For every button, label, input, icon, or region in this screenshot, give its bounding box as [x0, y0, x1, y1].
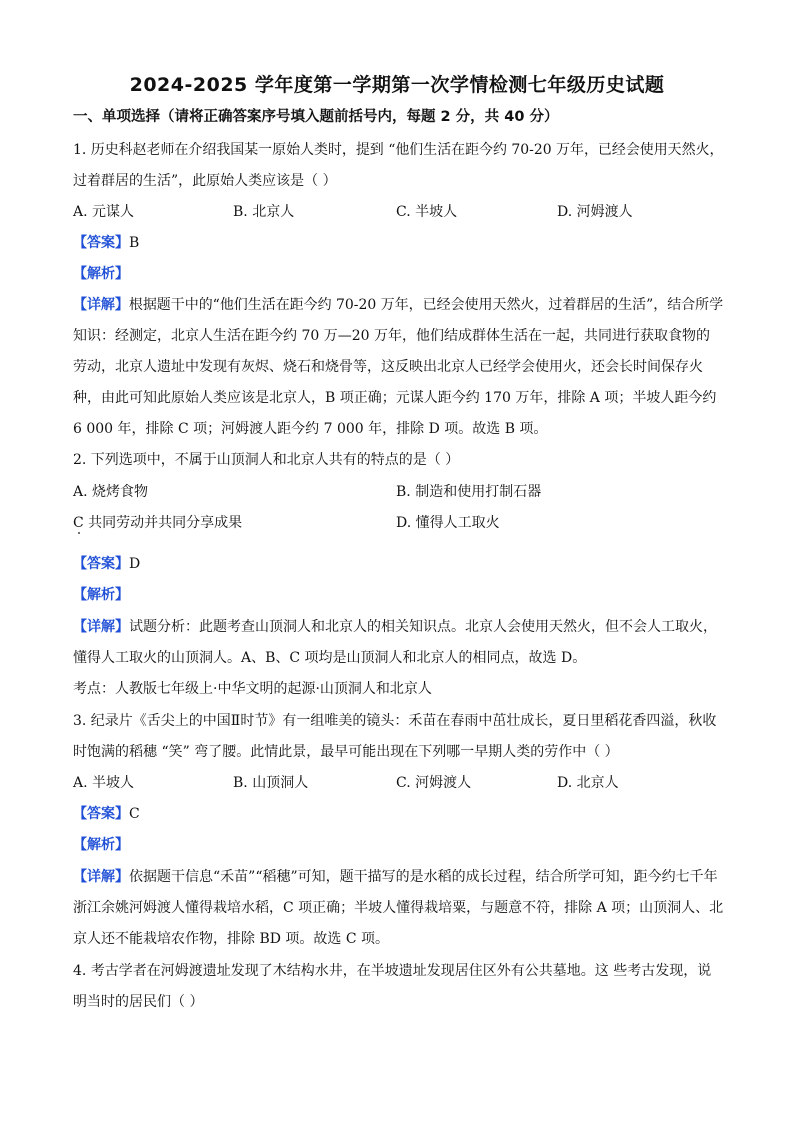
q3-detail-line-1	[73, 867, 718, 887]
q3-answer-value: C	[129, 806, 140, 822]
answer-tag: 【答案】	[73, 806, 129, 822]
q2-answer-value: D	[129, 556, 141, 572]
q1-analysis	[73, 264, 129, 284]
q1-detail-line-3: 劳动，北京人遗址中发现有灰烬、烧石和烧骨等，这反映出北京人已经学会使用火，还会长时间保存火	[73, 359, 703, 375]
answer-tag: 【答案】	[73, 556, 129, 572]
q3-detail-line-2: 浙江余姚河姆渡人懂得栽培水稻，C 项正确；半坡人懂得栽培粟，与题意不符，排除 A 项；山顶洞人、北	[73, 900, 724, 916]
detail-tag: 【详解】	[73, 869, 129, 885]
q3-stem-line-2: 时饱满的稻穗 “笑” 弯了腰。此情此景，最早可能出现在下列哪一早期人类的劳作中（ ）	[73, 744, 619, 760]
q2-option-a: A. 烧烤食物	[73, 484, 149, 500]
q3-answer	[73, 804, 140, 824]
section-heading: 一、单项选择（请将正确答案序号填入题前括号内，每题 2 分，共 40 分）	[73, 109, 559, 125]
q3-detail-line-3: 京人还不能栽培农作物，排除 BD 项。故选 C 项。	[73, 931, 390, 947]
q2-detail-line-2: 懂得人工取火的山顶洞人。A、B、C 项均是山顶洞人和北京人的相同点，故选 D。	[73, 650, 587, 666]
stray-dot	[78, 532, 80, 534]
q2-detail-text: 试题分析：此题考查山顶洞人和北京人的相关知识点。北京人会使用天然火，但不会人工取火，	[129, 619, 717, 635]
analysis-tag: 【解析】	[73, 837, 129, 853]
q2-note: 考点：人教版七年级上·中华文明的起源·山顶洞人和北京人	[73, 681, 432, 697]
q2-analysis	[73, 585, 129, 605]
q3-stem-line-1: 3. 纪录片《舌尖上的中国Ⅱ时节》有一组唯美的镜头：禾苗在春雨中茁壮成长，夏日里稻花香四溢，秋收	[73, 713, 717, 729]
q2-option-b: B. 制造和使用打制石器	[396, 484, 542, 500]
q3-option-c: C. 河姆渡人	[396, 775, 472, 791]
detail-tag: 【详解】	[73, 619, 129, 635]
q4-stem-line-2: 明当时的居民们（ ）	[73, 994, 204, 1010]
q1-option-d: D. 河姆渡人	[557, 204, 633, 220]
q1-option-b: B. 北京人	[233, 204, 295, 220]
q1-stem-line-1: 1. 历史科赵老师在介绍我国某一原始人类时，提到 “他们生活在距今约 70-20 万年，已经会使用天然火，	[73, 142, 724, 158]
q1-detail-text: 根据题干中的“他们生活在距今约 70-20 万年，已经会使用天然火，过着群居的生活”，结合所学	[128, 297, 724, 313]
q1-option-a: A. 元谋人	[73, 204, 135, 220]
q3-detail-text: 依据题干信息“禾苗”“稻穗”可知，题干描写的是水稻的成长过程，结合所学可知，距今约七千年	[129, 869, 718, 885]
answer-tag: 【答案】	[73, 235, 129, 251]
q2-detail-line-1	[73, 617, 717, 637]
q1-answer-value: B	[129, 235, 140, 251]
q4-stem-line-1: 4. 考古学者在河姆渡遗址发现了木结构水井，在半坡遗址发现居住区外有公共墓地。这 些考古发现，说	[73, 963, 712, 979]
q1-option-c: C. 半坡人	[396, 204, 458, 220]
page-title: 2024-2025 学年度第一学期第一次学情检测七年级历史试题	[129, 74, 665, 96]
q1-detail-line-1	[73, 295, 723, 315]
q3-analysis	[73, 835, 129, 855]
analysis-tag: 【解析】	[73, 266, 129, 282]
q2-option-c: C 共同劳动并共同分享成果	[73, 515, 243, 531]
q2-stem: 2. 下列选项中，不属于山顶洞人和北京人共有的特点的是（ ）	[73, 452, 460, 468]
q3-option-a: A. 半坡人	[73, 775, 135, 791]
q1-detail-line-5: 6 000 年，排除 C 项；河姆渡人距今约 7 000 年，排除 D 项。故选 B 项。	[73, 421, 548, 437]
q2-option-d: D. 懂得人工取火	[396, 515, 500, 531]
q3-option-b: B. 山顶洞人	[233, 775, 309, 791]
q1-stem-line-2: 过着群居的生活”，此原始人类应该是（ ）	[73, 173, 337, 189]
q2-answer	[73, 554, 140, 574]
q1-answer	[73, 233, 139, 253]
q1-detail-line-4: 种，由此可知此原始人类应该是北京人，B 项正确；元谋人距今约 170 万年，排除 A 项；半坡人距今约	[73, 390, 717, 406]
q1-detail-line-2: 知识：经测定，北京人生活在距今约 70 万—20 万年，他们结成群体生活在一起，共同进行获取食物的	[73, 328, 710, 344]
analysis-tag: 【解析】	[73, 587, 129, 603]
q3-option-d: D. 北京人	[557, 775, 619, 791]
detail-tag: 【详解】	[73, 297, 129, 313]
